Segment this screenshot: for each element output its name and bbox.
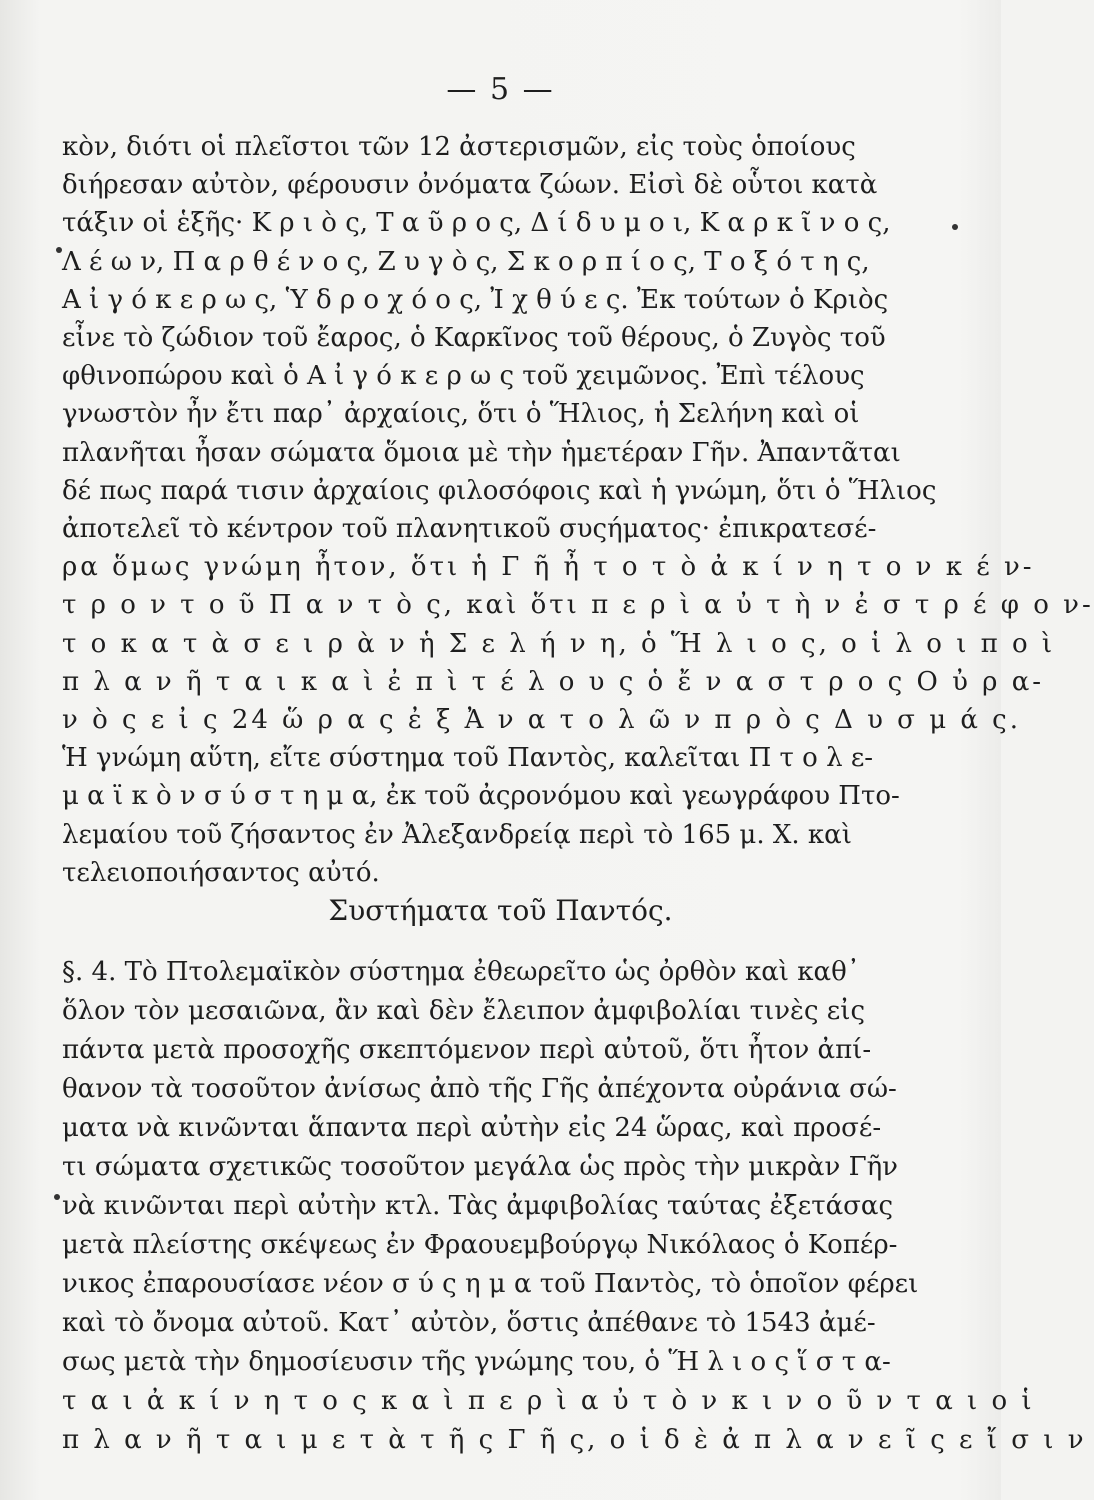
text-line: καὶ τὸ ὄνομα αὐτοῦ. Κατ᾽ αὐτὸν, ὅστις ἀπέθανε τὸ 1543 ἀμέ- — [62, 1308, 876, 1338]
text-line: τ ο κ α τ ὰ σ ε ι ρ ὰ ν ἡ Σ ε λ ή ν η, ὁ Ἥ λ ι ο ς, ο ἱ λ ο ι π ο ὶ — [62, 629, 1056, 659]
ink-speck — [952, 224, 958, 230]
section-heading: Συστήματα τοῦ Παντός. — [328, 894, 673, 927]
text-line: διήρεσαν αὐτὸν, φέρουσιν ὀνόματα ζώων. Εἰσὶ δὲ οὗτοι κατὰ — [62, 170, 878, 200]
ink-speck — [56, 247, 62, 253]
text-line: πλανῆται ἦσαν σώματα ὅμοια μὲ τὴν ἡμετέραν Γῆν. Ἀπαντᾶται — [62, 438, 901, 468]
text-line: θανον τὰ τοσοῦτον ἀνίσως ἀπὸ τῆς Γῆς ἀπέχοντα οὐράνια σώ- — [62, 1074, 897, 1104]
text-line: γνωστὸν ἦν ἔτι παρ᾽ ἀρχαίοις, ὅτι ὁ Ἥλιος, ἡ Σελήνη καὶ οἱ — [62, 399, 860, 429]
text-line: ἀποτελεῖ τὸ κέντρον τοῦ πλανητικοῦ συςήματος· ἐπικρατεσέ- — [62, 514, 877, 544]
text-line: Ἡ γνώμη αὕτη, εἴτε σύστημα τοῦ Παντὸς, καλεῖται Π τ ο λ ε- — [62, 743, 874, 773]
text-line: §. 4. Τὸ Πτολεμαϊκὸν σύστημα ἐθεωρεῖτο ὡς ὀρθὸν καὶ καθ᾽ — [62, 957, 860, 987]
text-line: τι σώματα σχετικῶς τοσοῦτον μεγάλα ὡς πρὸς τὴν μικρὰν Γῆν — [62, 1152, 898, 1182]
text-line: π λ α ν ῆ τ α ι κ α ὶ ἐ π ὶ τ έ λ ο υ ς ὁ ἔ ν α σ τ ρ ο ς Ο ὐ ρ α- — [62, 667, 1045, 697]
text-line: λεμαίου τοῦ ζήσαντος ἐν Ἀλεξανδρείᾳ περὶ τὸ 165 μ. Χ. καὶ — [62, 820, 852, 850]
text-line: τ α ι ἀ κ ί ν η τ ο ς κ α ὶ π ε ρ ὶ α ὐ τ ὸ ν κ ι ν ο ῦ ν τ α ι ο ἱ — [62, 1386, 1035, 1416]
text-line: εἶνε τὸ ζώδιον τοῦ ἔαρος, ὁ Καρκῖνος τοῦ θέρους, ὁ Ζυγὸς τοῦ — [62, 323, 886, 353]
text-line: νὰ κινῶνται περὶ αὐτὴν κτλ. Τὰς ἀμφιβολίας ταύτας ἐξετάσας — [62, 1191, 894, 1221]
text-line: ρα ὅμως γνώμη ἦτον, ὅτι ἡ Γ ῆ ἦ τ ο τ ὸ ἀ κ ί ν η τ ο ν κ έ ν- — [62, 552, 1035, 582]
text-line: δέ πως παρά τισιν ἀρχαίοις φιλοσόφοις καὶ ἡ γνώμη, ὅτι ὁ Ἥλιος — [62, 476, 937, 506]
text-line: τ ρ ο ν τ ο ῦ Π α ν τ ὸ ς, καὶ ὅτι π ε ρ ὶ α ὐ τ ὴ ν ἐ σ τ ρ έ φ ο ν- — [62, 590, 1094, 620]
text-line: φθινοπώρου καὶ ὁ Α ἰ γ ό κ ε ρ ω ς τοῦ χειμῶνος. Ἐπὶ τέλους — [62, 361, 865, 391]
text-line: νικος ἐπαρουσίασε νέον σ ύ ς η μ α τοῦ Παντὸς, τὸ ὁποῖον φέρει — [62, 1269, 919, 1299]
text-line: σως μετὰ τὴν δημοσίευσιν τῆς γνώμης του, ὁ Ἥ λ ι ο ς ἵ σ τ α- — [62, 1347, 891, 1377]
text-line: ν ὸ ς ε ἰ ς 24 ὥ ρ α ς ἐ ξ Ἀ ν α τ ο λ ῶ ν π ρ ὸ ς Δ υ σ μ ά ς. — [62, 705, 1022, 735]
text-line: Λ έ ω ν, Π α ρ θ έ ν ο ς, Ζ υ γ ὸ ς, Σ κ ο ρ π ί ο ς, Τ ο ξ ό τ η ς, — [62, 247, 870, 277]
text-line: πάντα μετὰ προσοχῆς σκεπτόμενον περὶ αὐτοῦ, ὅτι ἦτον ἀπί- — [62, 1035, 872, 1065]
text-line: ὅλον τὸν μεσαιῶνα, ἂν καὶ δὲν ἔλειπον ἀμφιβολίαι τινὲς εἰς — [62, 996, 866, 1026]
text-line: μετὰ πλείστης σκέψεως ἐν Φραουεμβούργῳ Νικόλαος ὁ Κοπέρ- — [62, 1230, 898, 1260]
text-line: τάξιν οἱ ἑξῆς· Κ ρ ι ὸ ς, Τ α ῦ ρ ο ς, Δ ί δ υ μ ο ι, Κ α ρ κ ῖ ν ο ς, — [62, 208, 891, 238]
text-line: Α ἰ γ ό κ ε ρ ω ς, Ὑ δ ρ ο χ ό ο ς, Ἰ χ θ ύ ε ς. Ἐκ τούτων ὁ Κριὸς — [62, 285, 889, 315]
ink-speck — [54, 1194, 60, 1200]
text-line: τελειοποιήσαντος αὐτό. — [62, 858, 380, 888]
text-line: π λ α ν ῆ τ α ι μ ε τ ὰ τ ῆ ς Γ ῆ ς, ο ἱ δ ὲ ἀ π λ α ν ε ῖ ς ε ἴ σ ι ν — [62, 1425, 1087, 1455]
text-line: ματα νὰ κινῶνται ἅπαντα περὶ αὐτὴν εἰς 24 ὥρας, καὶ προσέ- — [62, 1113, 882, 1143]
text-line: μ α ϊ κ ὸ ν σ ύ σ τ η μ α, ἐκ τοῦ ἀςρονόμου καὶ γεωγράφου Πτο- — [62, 781, 900, 811]
page-number: — 5 — — [446, 72, 555, 107]
text-line: κὸν, διότι οἱ πλεῖστοι τῶν 12 ἀστερισμῶν, εἰς τοὺς ὁποίους — [62, 132, 856, 162]
